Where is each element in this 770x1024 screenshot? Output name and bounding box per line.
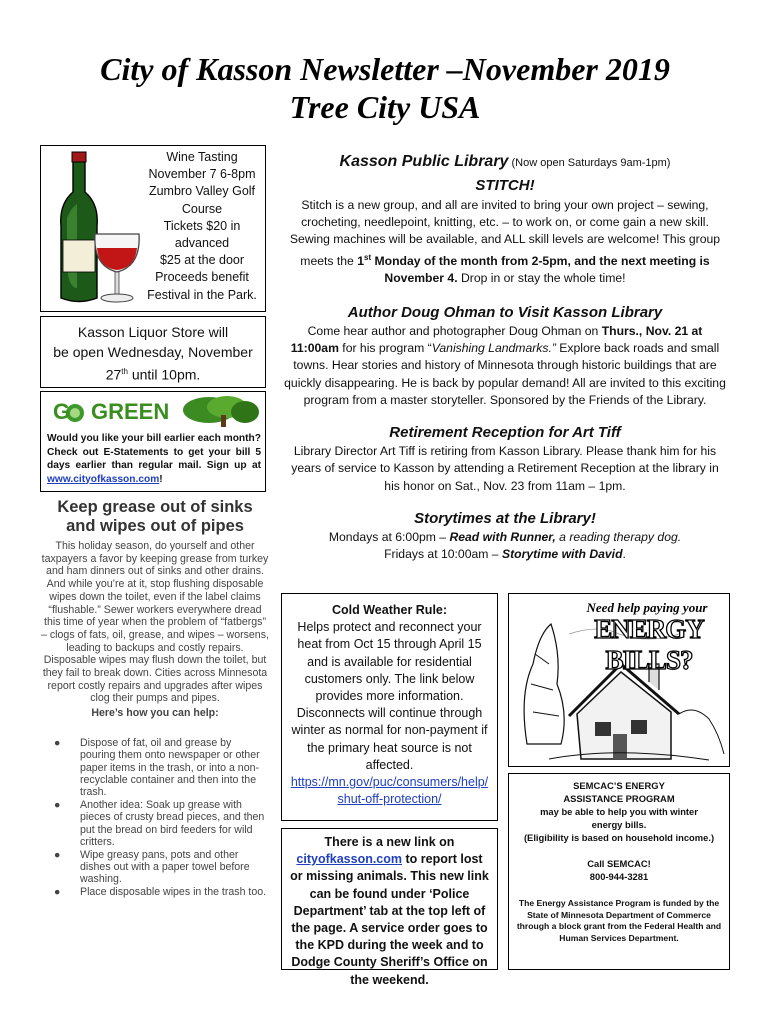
storytime-line <box>284 529 726 546</box>
link-suffix: ! <box>159 473 163 485</box>
retirement-text: Library Director Art Tiff is retiring from Kasson Library. Please thank him for his years of service to Kasson by attending a Retirement Reception at the library in his honor on Sat., Nov. 23 from 11am – 1pm. <box>291 444 719 493</box>
wine-tasting-text <box>137 149 267 304</box>
stitch-ordinal-sup: st <box>364 252 372 262</box>
author-copy: Explore back roads and small towns. Hear stories and history of Minnesota through historic buildings that are quickly disappearing. He is back by popular demand! All are invited to this exciting program from a master storyteller. Sponsored by the Friends of the Library. <box>284 341 726 407</box>
library-hours: (Now open Saturdays 9am-1pm) <box>508 157 671 169</box>
author-copy: for his program “ <box>338 341 432 356</box>
liquor-line-rest: until 10pm. <box>127 366 201 383</box>
stitch-copy: Stitch is a new group, and all are invited to bring your own project – sewing, crocheting, needlepoint, knitting, etc. – to work on, or come gain a new skill. Sewing machines will be available, and ALL skill levels are welcome! This group meets the <box>289 198 721 268</box>
author-text <box>284 323 726 409</box>
liquor-store-box <box>40 316 266 388</box>
page-title <box>0 50 770 126</box>
wine-line: Course <box>181 201 223 216</box>
wine-line: Festival in the Park. <box>147 287 257 302</box>
stitch-end: Drop in or stay the whole time! <box>457 270 626 285</box>
wine-line: Zumbro Valley Golf <box>148 184 256 199</box>
library-section <box>284 152 726 563</box>
bullet-icon: ● <box>54 885 61 898</box>
semcac-line: ASSISTANCE PROGRAM <box>563 793 675 804</box>
stitch-heading: STITCH! <box>475 177 535 194</box>
lost-animals-copy: to report lost or missing animals. This new link can be found under ‘Police Department’ tab at the top left of the page. A service order goes to the KPD during the week and to Dodge County Sheriff’s Office on the weekend. <box>290 852 489 987</box>
e-statements-text <box>47 432 261 486</box>
wine-tasting-box <box>40 145 266 312</box>
author-program: Vanishing Landmarks.” <box>431 341 556 356</box>
storytime-text <box>284 529 726 563</box>
liquor-line: Kasson Liquor Store will <box>77 324 229 340</box>
library-title: Kasson Public Library <box>339 153 509 170</box>
wine-line: advanced <box>174 236 230 251</box>
lost-animals-copy: There is a new link on <box>324 835 455 849</box>
semcac-phone: 800-944-3281 <box>589 871 649 882</box>
retirement-heading: Retirement Reception for Art Tiff <box>389 424 621 442</box>
list-item <box>40 799 268 849</box>
grease-tips-list <box>40 737 268 898</box>
stitch-text <box>284 197 726 287</box>
story-copy: a reading therapy dog. <box>555 529 682 544</box>
bullet-icon: ● <box>54 736 61 749</box>
city-website-link[interactable]: www.cityofkasson.com <box>47 473 160 485</box>
semcac-line: SEMCAC’S ENERGY <box>573 780 665 791</box>
author-date: Thurs., Nov. 21 at 11:00am <box>290 324 703 356</box>
cold-weather-box <box>281 593 498 821</box>
liquor-day: 27 <box>105 366 122 383</box>
library-heading <box>284 152 726 173</box>
wine-line: Proceeds benefit <box>155 270 249 285</box>
stitch-meeting-copy: Monday of the month from 2-5pm, and the next meeting is November 4. <box>371 253 710 285</box>
go-green-box <box>40 391 266 492</box>
liquor-line <box>41 362 265 385</box>
cold-weather-heading: Cold Weather Rule: <box>331 603 448 617</box>
help-heading: Here’s how you can help: <box>91 707 219 720</box>
grease-heading-line: Keep grease out of sinks <box>57 498 253 516</box>
grease-paragraph: This holiday season, do yourself and other taxpayers a favor by keeping grease from turkey and ham dinners out of sinks and other drains. And while you’re at it, stop flushing disposable wipes down the toilet, even if the label claims “flushable.” Sewer workers everywhere dread this time of year when the problem of “fatbergs” – clogs of fats, oil, grease, and wipes – worsens, leading to backups and costly repairs. Disposable wipes may flush down the toilet, but they fail to break down. Cities across Minnesota report costly repairs and upgrades after wipes clog their pumps and pipes. <box>41 540 269 705</box>
wine-line: $25 at the door <box>159 253 245 268</box>
story-program: Storytime with David <box>501 546 623 561</box>
wine-line: Tickets $20 in <box>163 218 241 233</box>
tip-text: Another idea: Soak up grease with pieces of crusty bread pieces, and then put the bread on bird feeders for wild critters. <box>80 798 265 849</box>
storytime-heading: Storytimes at the Library! <box>414 509 596 527</box>
go-green-logo <box>49 395 259 427</box>
story-copy: . <box>622 546 626 561</box>
lost-animals-text <box>290 834 489 989</box>
tip-text: Place disposable wipes in the trash too. <box>80 885 267 898</box>
list-item <box>40 737 268 799</box>
wine-line: November 7 6-8pm <box>148 167 256 182</box>
energy-banner-small: Need help paying your <box>586 600 708 615</box>
semcac-line: may be able to help you with winter energy bills. <box>540 806 698 830</box>
stitch-ordinal: 1 <box>357 253 364 268</box>
liquor-line: be open Wednesday, November <box>53 344 253 360</box>
title-line-2: Tree City USA <box>289 89 481 125</box>
semcac-line: (Eligibility is based on household income.) <box>523 832 715 843</box>
semcac-box <box>508 773 730 970</box>
tip-text: Wipe greasy pans, pots and other dishes out with a paper towel before washing. <box>80 848 250 886</box>
grease-heading-line: and wipes out of pipes <box>66 517 244 535</box>
semcac-funding-note: The Energy Assistance Program is funded by the State of Minnesota Department of Commerce through a block grant from the Federal Health and Human Services Department. <box>516 898 722 943</box>
lost-animals-box <box>281 828 498 987</box>
grease-heading <box>40 498 270 536</box>
story-copy: Fridays at 10:00am – <box>384 546 502 561</box>
story-program: Read with Runner, <box>449 529 556 544</box>
energy-bills-image <box>508 593 730 767</box>
city-website-link[interactable]: cityofkasson.com <box>296 852 403 867</box>
wine-line: Wine Tasting <box>166 150 238 164</box>
tip-text: Dispose of fat, oil and grease by pouring them onto newspaper or other paper items in the trash, or into a non-recyclable container and then into the trash. <box>80 736 260 799</box>
energy-banner-big: ENERGY BILLS? <box>594 614 704 675</box>
semcac-line: Call SEMCAC! <box>587 858 651 869</box>
go-green-word: GREEN <box>91 399 170 424</box>
bullet-icon: ● <box>54 798 61 811</box>
list-item <box>40 886 268 898</box>
author-heading: Author Doug Ohman to Visit Kasson Library <box>347 304 663 322</box>
go-green-g: G <box>53 399 71 424</box>
wine-bottle-glass-icon <box>47 148 147 308</box>
liquor-day-sup: th <box>121 367 128 376</box>
author-copy: Come hear author and photographer Doug Ohman on <box>307 324 602 339</box>
title-line-1: City of Kasson Newsletter –November 2019 <box>100 51 670 87</box>
cold-weather-text: Helps protect and reconnect your heat from Oct 15 through April 15 and is available for residential customers only. The link below provides more information. Disconnects will continue through winter as normal for non-payment if the primary heat source is not affected. <box>291 620 488 772</box>
e-statements-copy: Would you like your bill earlier each month? Check out E-Statements to get your bill 5 days earlier than regular mail. Sign up at <box>47 433 261 471</box>
list-item <box>40 849 268 886</box>
bullet-icon: ● <box>54 848 61 861</box>
puc-shut-off-link[interactable]: https://mn.gov/puc/consumers/help/shut-off-protection/ <box>290 775 489 807</box>
storytime-line <box>284 546 726 563</box>
story-copy: Mondays at 6:00pm – <box>328 529 450 544</box>
grease-section <box>40 498 270 898</box>
